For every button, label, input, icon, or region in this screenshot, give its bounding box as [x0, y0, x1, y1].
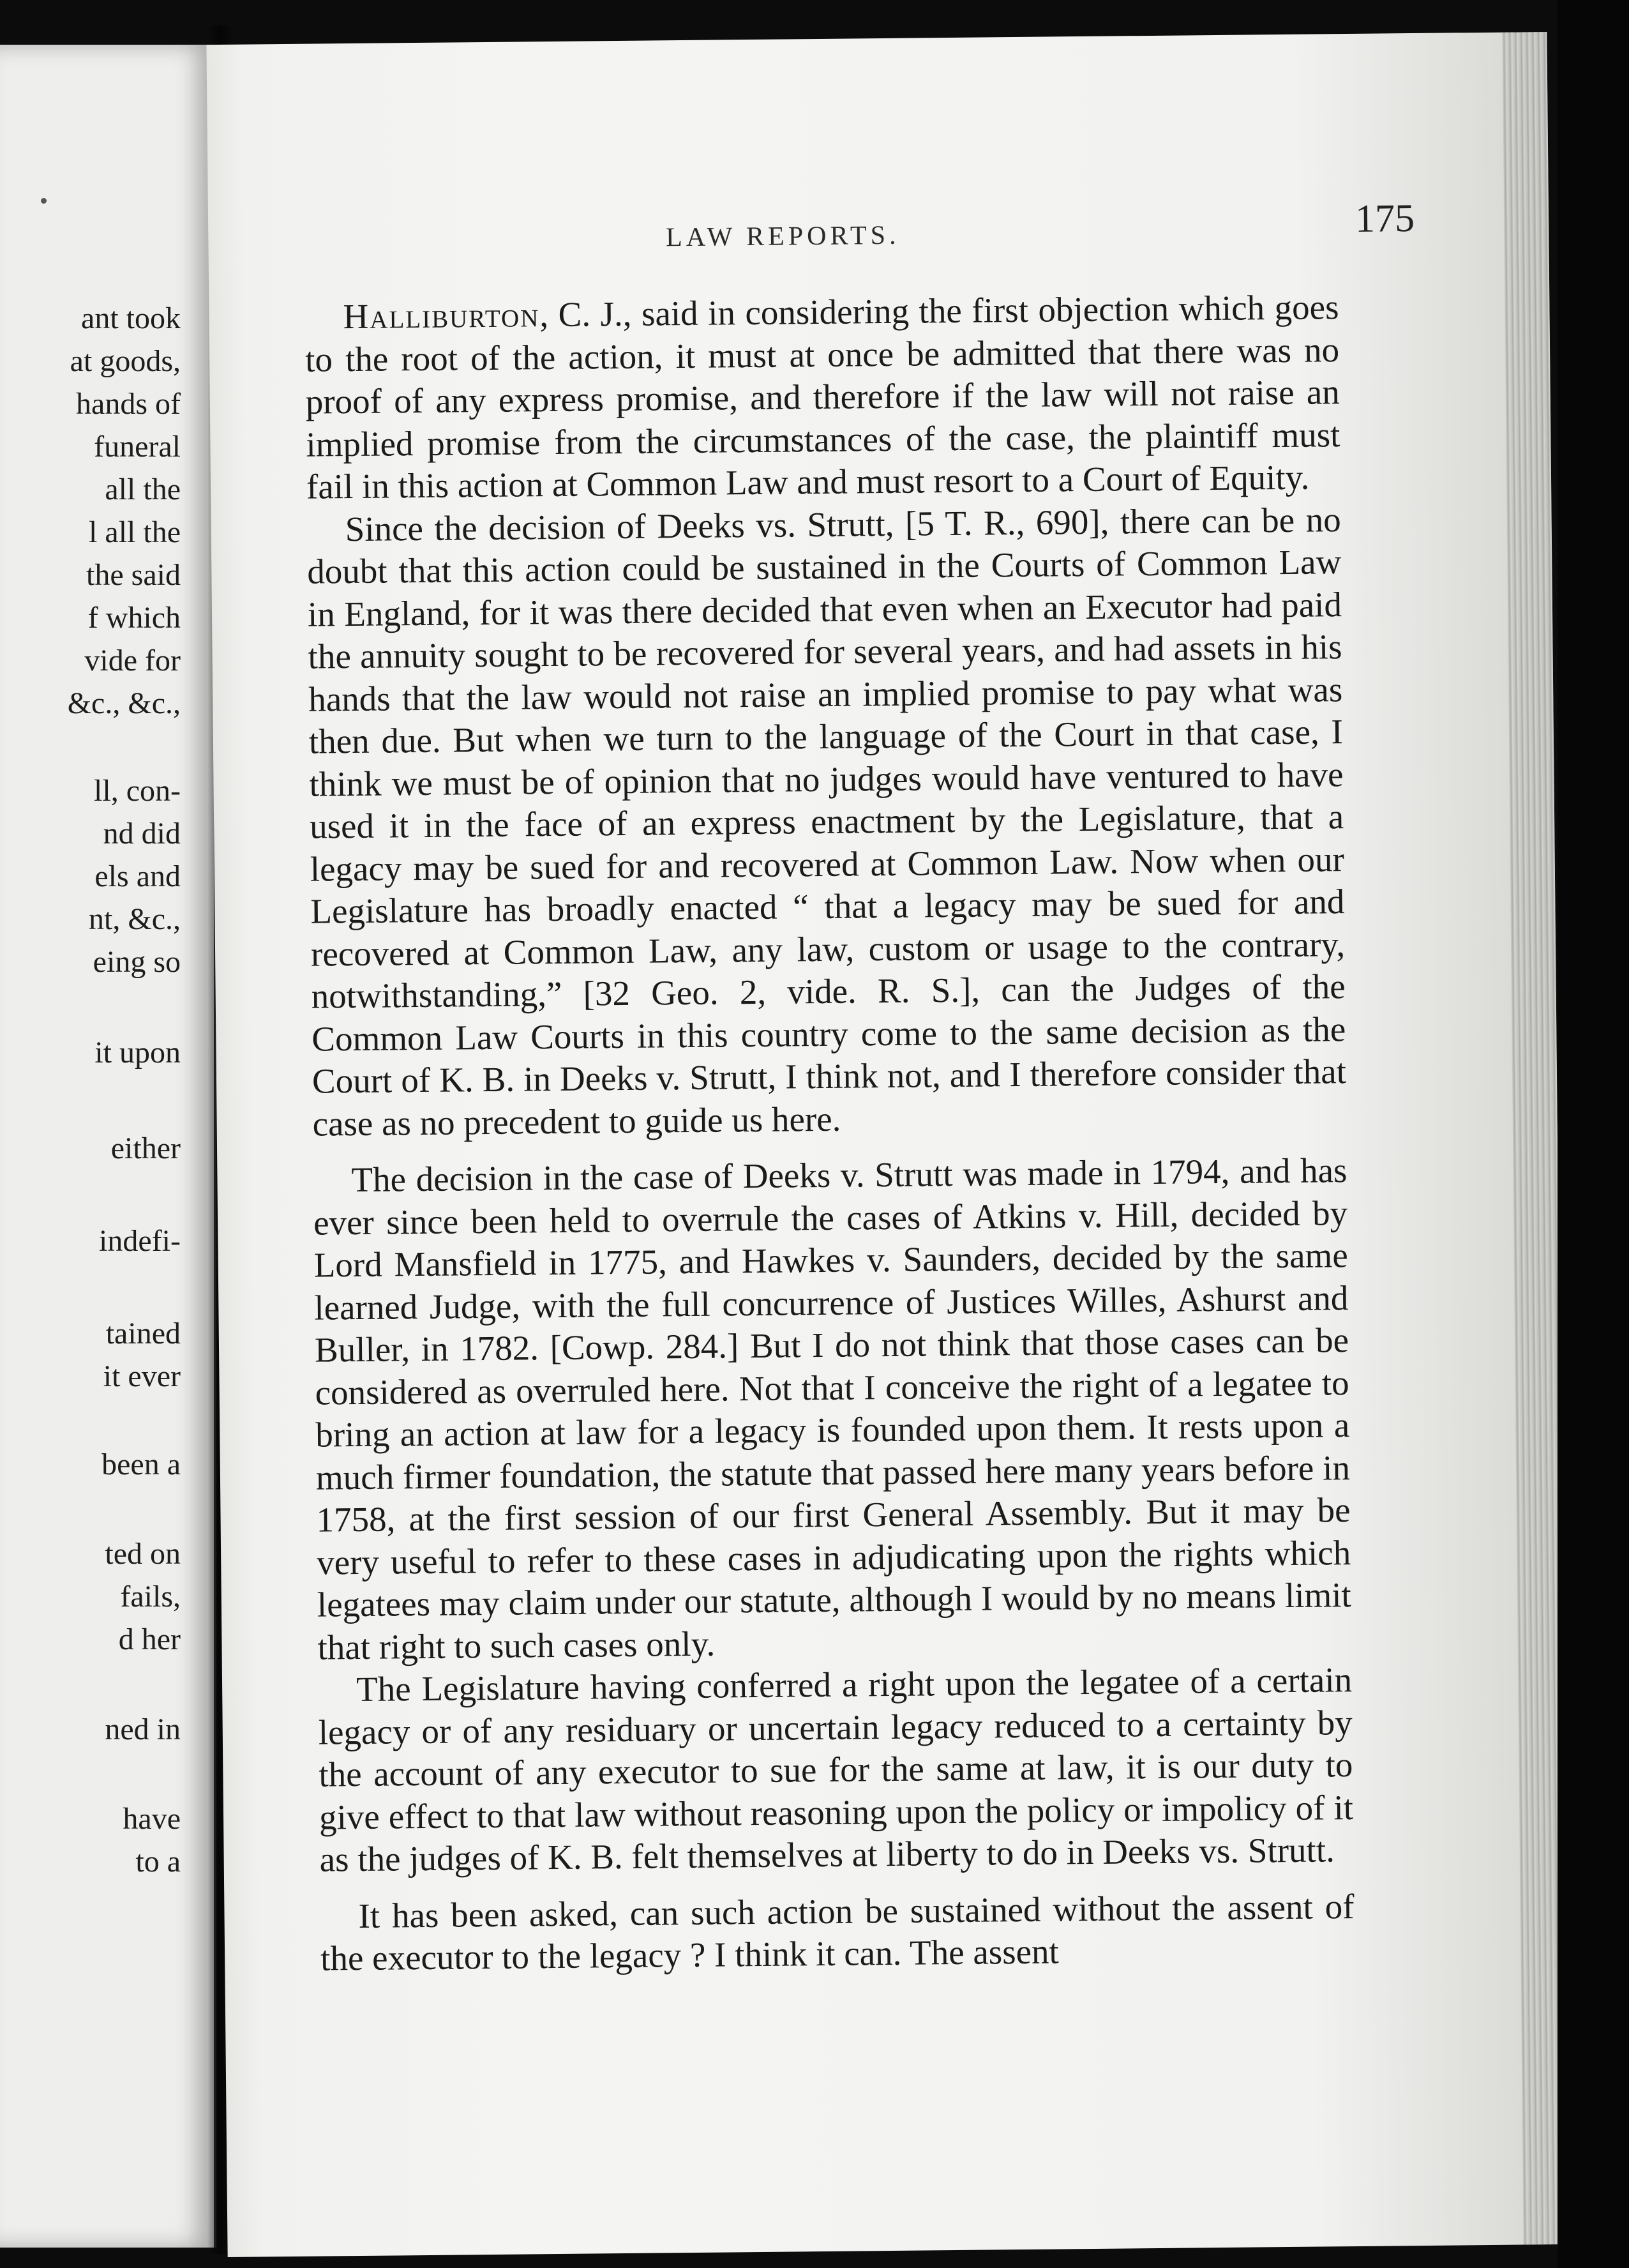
left-page-line: either	[110, 1131, 181, 1165]
left-page-line: d her	[118, 1622, 181, 1656]
page-number: 175	[1355, 197, 1415, 241]
paragraph-2: Since the decision of Deeks vs. Strutt, [5 T. R., 690], there can be no doubt that this action could be sustained in the Courts of Common Law in England, for it was there decided that even when an Executor had paid the annuity sought to be recovered for several years, and had assets in his hands that the law would not raise an implied promise to pay what was then due. But when we turn to the language of the Court in that case, I think we must be of opinion that no judges would have ventured to have used it in the face of an express enactment by the Legislature, that a legacy may be sued for and recovered at Common Law. Now when our Legislature has broadly enacted “ that a legacy may be sued for and recovered at Common Law, any law, custom or usage to the contrary, notwithstanding,” [32 Geo. 2, vide. R. S.], can the Judges of the Common Law Courts in this country come to the same decision as the Court of K. B. in Deeks v. Strutt, I think not, and I therefore consider that case as no precedent to guide us here.	[307, 499, 1347, 1144]
left-page-line: all the	[105, 472, 181, 506]
left-page-line: ned in	[105, 1712, 181, 1746]
paragraph-1	[304, 286, 1340, 508]
paragraph-3: The decision in the case of Deeks v. Strutt was made in 1794, and has ever since been held to overrule the cases of Atkins v. Hill, decided by Lord Mansfield in 1775, and Hawkes v. Saunders, decided by the same learned Judge, with the full concurrence of Justices Willes, Ashurst and Buller, in 1782. [Cowp. 284.] But I do not think that those cases can be considered as overruled here. Not that I conceive the right of a legatee to bring an action at law for a legacy is founded upon them. It rests upon a much firmer foundation, the statute that passed here many years before in 1758, at the first session of our first General Assembly. But it may be very useful to refer to these cases in adjudicating upon the rights which legatees may claim under our statute, although I would by no means limit that right to such cases only.	[313, 1151, 1352, 1667]
ink-speck	[41, 198, 47, 204]
left-page-line: ll, con-	[94, 774, 181, 808]
left-page-line: vide for	[84, 644, 181, 677]
left-page-line: have	[123, 1802, 181, 1836]
running-head: LAW REPORTS.	[665, 220, 900, 253]
left-page-line: &c., &c.,	[67, 686, 181, 720]
left-page-line: ted on	[105, 1537, 181, 1571]
left-page-line: tained	[105, 1317, 181, 1350]
left-page-line: nd did	[103, 817, 181, 850]
left-page-line: indefi-	[99, 1224, 181, 1258]
paragraph-1-text: , C. J., said in considering the first objection which goes to the root of the action, it must at once be admitted that there was no proof of any express promise, and therefore if the law will not raise an implied promise from the circumstances of the case, the plaintiff must fail in this action at Common Law and must resort to a Court of Equity.	[304, 287, 1340, 506]
left-page	[0, 45, 216, 2248]
left-page-line: it ever	[103, 1359, 181, 1393]
left-page-line: els and	[94, 859, 181, 893]
left-page-line: the said	[86, 558, 181, 592]
left-page-line: funeral	[94, 430, 181, 464]
scan-background-right	[1558, 0, 1629, 2268]
left-page-line: fails,	[120, 1580, 181, 1614]
left-page-line: ant took	[81, 301, 181, 335]
left-page-line: eing so	[93, 945, 181, 979]
left-page-line: hands of	[76, 387, 181, 421]
left-page-line: nt, &c.,	[89, 902, 181, 936]
left-page-line: been a	[101, 1448, 181, 1481]
judge-name: Halliburton	[343, 295, 540, 336]
right-page	[206, 32, 1568, 2257]
left-page-line: f which	[87, 601, 181, 635]
left-page-line: to a	[135, 1845, 181, 1879]
left-page-line: at goods,	[70, 344, 181, 378]
paragraph-4: The Legislature having conferred a right upon the legatee of a certain legacy or of any residuary or uncertain legacy reduced to a certainty by the account of any executor to sue for the same at law, it is our duty to give effect to that law without reasoning upon the policy or impolicy of it as the judges of K. B. felt themselves at liberty to do in Deeks vs. Strutt.	[318, 1660, 1354, 1879]
left-page-line: l all the	[89, 515, 181, 549]
report-body	[304, 286, 1355, 1980]
left-page-line: it upon	[94, 1036, 181, 1070]
paragraph-5: It has been asked, can such action be sustained without the assent of the executor to the legacy ? I think it can. The assent	[320, 1886, 1355, 1978]
